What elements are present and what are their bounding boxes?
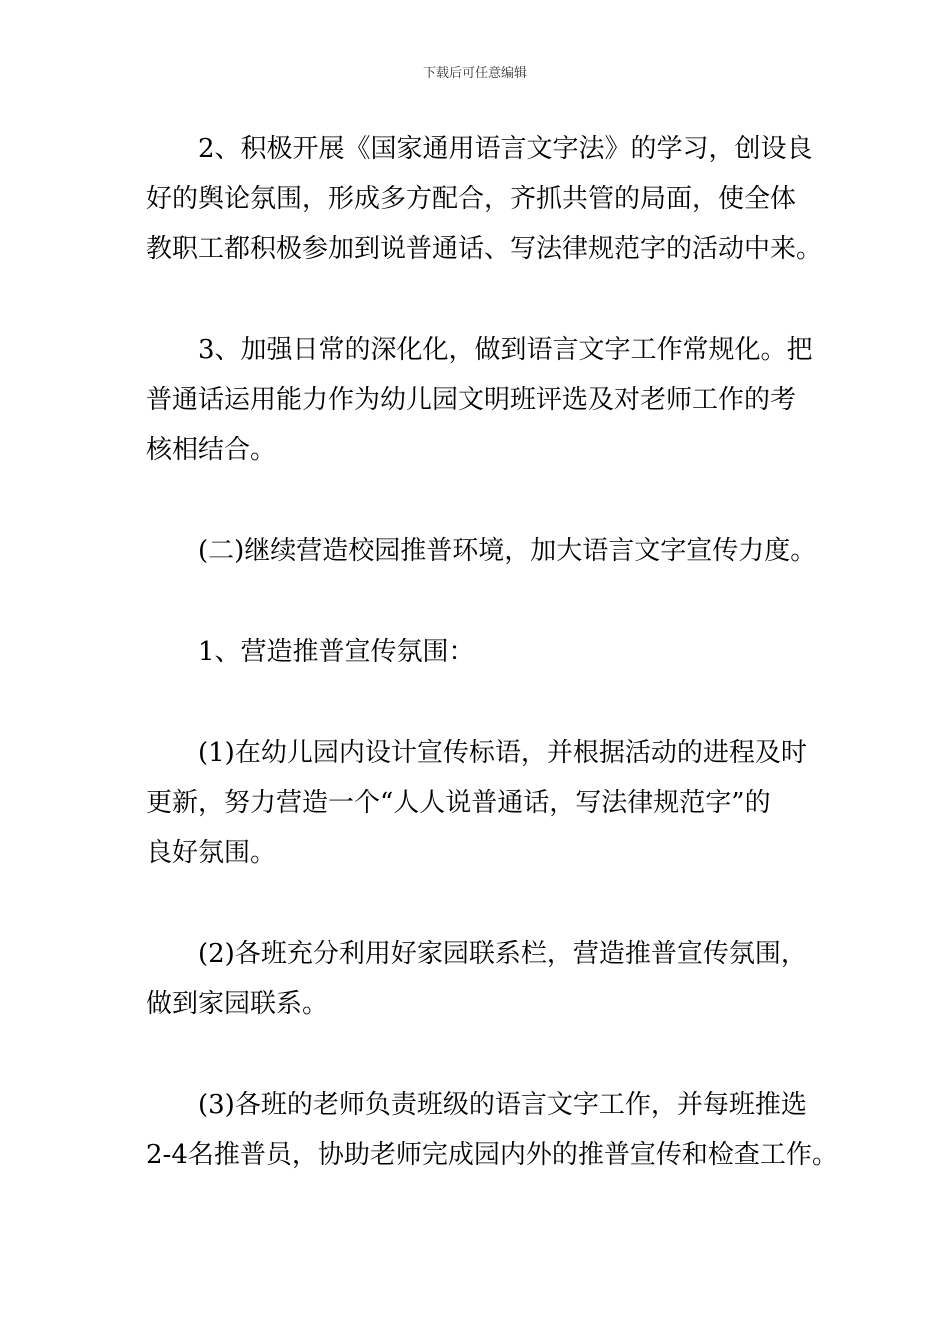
paragraph-line: (2)各班充分利用好家园联系栏，营造推普宣传氛围，	[198, 939, 807, 969]
section-heading	[146, 526, 822, 576]
paragraph-line: (1)在幼儿园内设计宣传标语，并根据活动的进程及时	[198, 738, 807, 768]
paragraph-1	[146, 124, 822, 274]
paragraph-line: 更新，努力营造一个“人人说普通话，写法律规范字”的	[146, 788, 771, 818]
paragraph-line: 良好氛围。	[146, 838, 277, 868]
paragraph-3	[146, 728, 822, 878]
paragraph-line: 做到家园联系。	[146, 989, 329, 1019]
paragraph-2	[146, 325, 822, 475]
paragraph-line: 好的舆论氛围，形成多方配合，齐抓共管的局面，使全体	[146, 184, 797, 214]
paragraph-line: 教职工都积极参加到说普通话、写法律规范字的活动中来。	[146, 234, 823, 264]
paragraph-4	[146, 929, 822, 1029]
paragraph-line: (3)各班的老师负责班级的语言文字工作，并每班推选	[198, 1090, 807, 1120]
paragraph-line: 1、营造推普宣传氛围：	[198, 637, 475, 667]
paragraph-line: 3、加强日常的深化化，做到语言文字工作常规化。把	[198, 335, 813, 365]
paragraph-line: 2、积极开展《国家通用语言文字法》的学习，创设良	[198, 134, 813, 164]
header-note: 下载后可任意编辑	[422, 66, 527, 81]
paragraph-line: 核相结合。	[146, 435, 277, 465]
subsection-heading	[146, 627, 822, 677]
paragraph-line: (二)继续营造校园推普环境，加大语言文字宣传力度。	[198, 536, 817, 566]
document-body	[146, 124, 838, 1231]
paragraph-5	[146, 1080, 838, 1180]
paragraph-line: 2-4名推普员，协助老师完成园内外的推普宣传和检查工作。	[146, 1140, 838, 1170]
paragraph-line: 普通话运用能力作为幼儿园文明班评选及对老师工作的考	[146, 385, 797, 415]
